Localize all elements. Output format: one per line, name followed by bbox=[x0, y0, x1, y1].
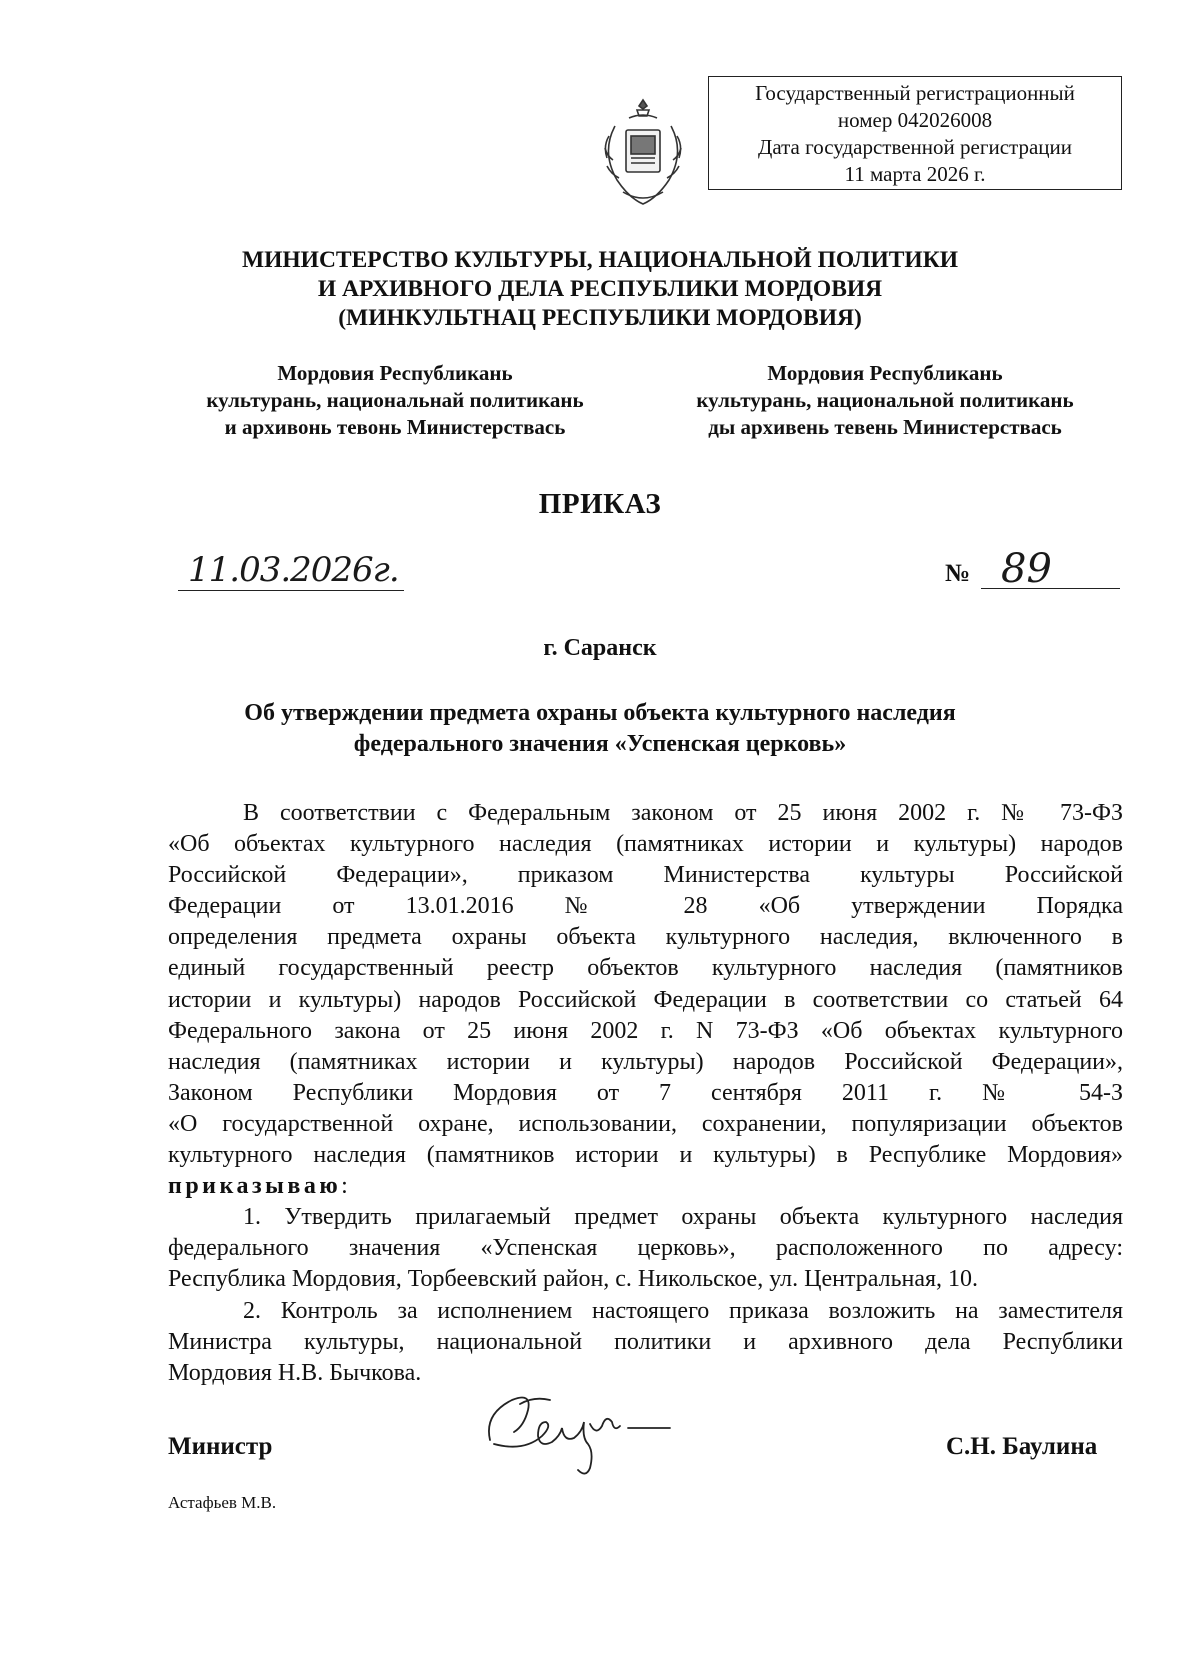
body-line: Министра культуры, национальной политики и архивного дела Республики bbox=[168, 1328, 1123, 1355]
body-line: наследия (памятниках истории и культуры) народов Российской Федерации», bbox=[168, 1048, 1123, 1075]
body-line: культурного наследия (памятников истории и культуры) в Республике Мордовия» bbox=[168, 1142, 1123, 1169]
document-type: ПРИКАЗ bbox=[538, 488, 662, 520]
city-name: г. Саранск bbox=[543, 635, 657, 661]
ministry-name-erzya bbox=[660, 360, 1110, 441]
moksha-line: и архивонь тевонь Министерствась bbox=[224, 415, 566, 439]
signatory-name: С.Н. Баулина bbox=[946, 1433, 1098, 1460]
handwritten-number: 89 bbox=[1001, 546, 1052, 592]
body-line: Законом Республики Мордовия от 7 сентября 2011 г. № 54-З bbox=[168, 1079, 1123, 1106]
body-line: Федерального закона от 25 июня 2002 г. N 73-ФЗ «Об объектах культурного bbox=[168, 1017, 1123, 1044]
registration-date: 11 марта 2026 г. bbox=[844, 162, 986, 186]
order-colon: : bbox=[341, 1173, 348, 1200]
erzya-line: культурань, национальной политикань bbox=[696, 388, 1074, 412]
body-line: истории и культуры) народов Российской Федерации в соответствии со статьей 64 bbox=[168, 986, 1123, 1013]
moksha-line: культурань, национальнай политикань bbox=[206, 388, 584, 412]
body-line: 1. Утвердить прилагаемый предмет охраны объекта культурного наследия bbox=[243, 1204, 1123, 1231]
erzya-line: ды архивень тевень Министерствась bbox=[708, 415, 1062, 439]
registration-number: номер 042026008 bbox=[837, 108, 993, 132]
signatory-title: Министр bbox=[168, 1433, 273, 1460]
body-line: определения предмета охраны объекта культурного наследия, включенного в bbox=[168, 924, 1123, 951]
order-body bbox=[168, 798, 1123, 1389]
registration-line: Дата государственной регистрации bbox=[758, 135, 1072, 159]
body-line: В соответствии с Федеральным законом от 25 июня 2002 г. № 73-ФЗ bbox=[243, 800, 1123, 826]
body-line: Республика Мордовия, Торбеевский район, с. Никольское, ул. Центральная, 10. bbox=[168, 1266, 979, 1293]
ministry-short-name: (МИНКУЛЬТНАЦ РЕСПУБЛИКИ МОРДОВИЯ) bbox=[338, 305, 862, 331]
ministry-name-line: И АРХИВНОГО ДЕЛА РЕСПУБЛИКИ МОРДОВИЯ bbox=[317, 276, 883, 302]
registration-line: Государственный регистрационный bbox=[755, 81, 1075, 105]
ministry-name-line: МИНИСТЕРСТВО КУЛЬТУРЫ, НАЦИОНАЛЬНОЙ ПОЛИТИКИ bbox=[241, 247, 959, 273]
order-number-field bbox=[945, 546, 1120, 592]
body-line: «О государственной охране, использовании, сохранении, популяризации объектов bbox=[168, 1110, 1123, 1137]
order-word: приказываю bbox=[168, 1173, 342, 1200]
body-line: 2. Контроль за исполнением настоящего приказа возложить на заместителя bbox=[243, 1297, 1123, 1324]
title-line: федерального значения «Успенская церковь» bbox=[353, 731, 847, 757]
title-line: Об утверждении предмета охраны объекта культурного наследия bbox=[244, 700, 956, 726]
order-title bbox=[150, 698, 1050, 760]
coat-of-arms-icon bbox=[593, 96, 693, 210]
body-line: федерального значения «Успенская церковь», расположенного по адресу: bbox=[168, 1235, 1123, 1262]
body-line: Российской Федерации», приказом Министерства культуры Российской bbox=[168, 862, 1123, 889]
body-line: Федерации от 13.01.2016 № 28 «Об утверждении Порядка bbox=[168, 893, 1123, 920]
ministry-name-moksha bbox=[150, 360, 640, 441]
order-date-field bbox=[178, 550, 404, 591]
body-line: единый государственный реестр объектов культурного наследия (памятников bbox=[168, 955, 1123, 982]
moksha-line: Мордовия Республикань bbox=[277, 361, 513, 385]
number-sign: № bbox=[945, 560, 971, 587]
body-line: Мордовия Н.В. Бычкова. bbox=[168, 1359, 422, 1386]
handwritten-signature bbox=[480, 1380, 680, 1475]
erzya-line: Мордовия Республикань bbox=[767, 361, 1003, 385]
order-word-line bbox=[168, 1171, 1123, 1202]
executor-name: Астафьев М.В. bbox=[168, 1493, 277, 1512]
handwritten-date: 11.03.2026г. bbox=[188, 550, 399, 590]
body-line: «Об объектах культурного наследия (памятниках истории и культуры) народов bbox=[168, 831, 1123, 858]
registration-box bbox=[708, 76, 1122, 190]
ministry-header bbox=[150, 246, 1050, 333]
